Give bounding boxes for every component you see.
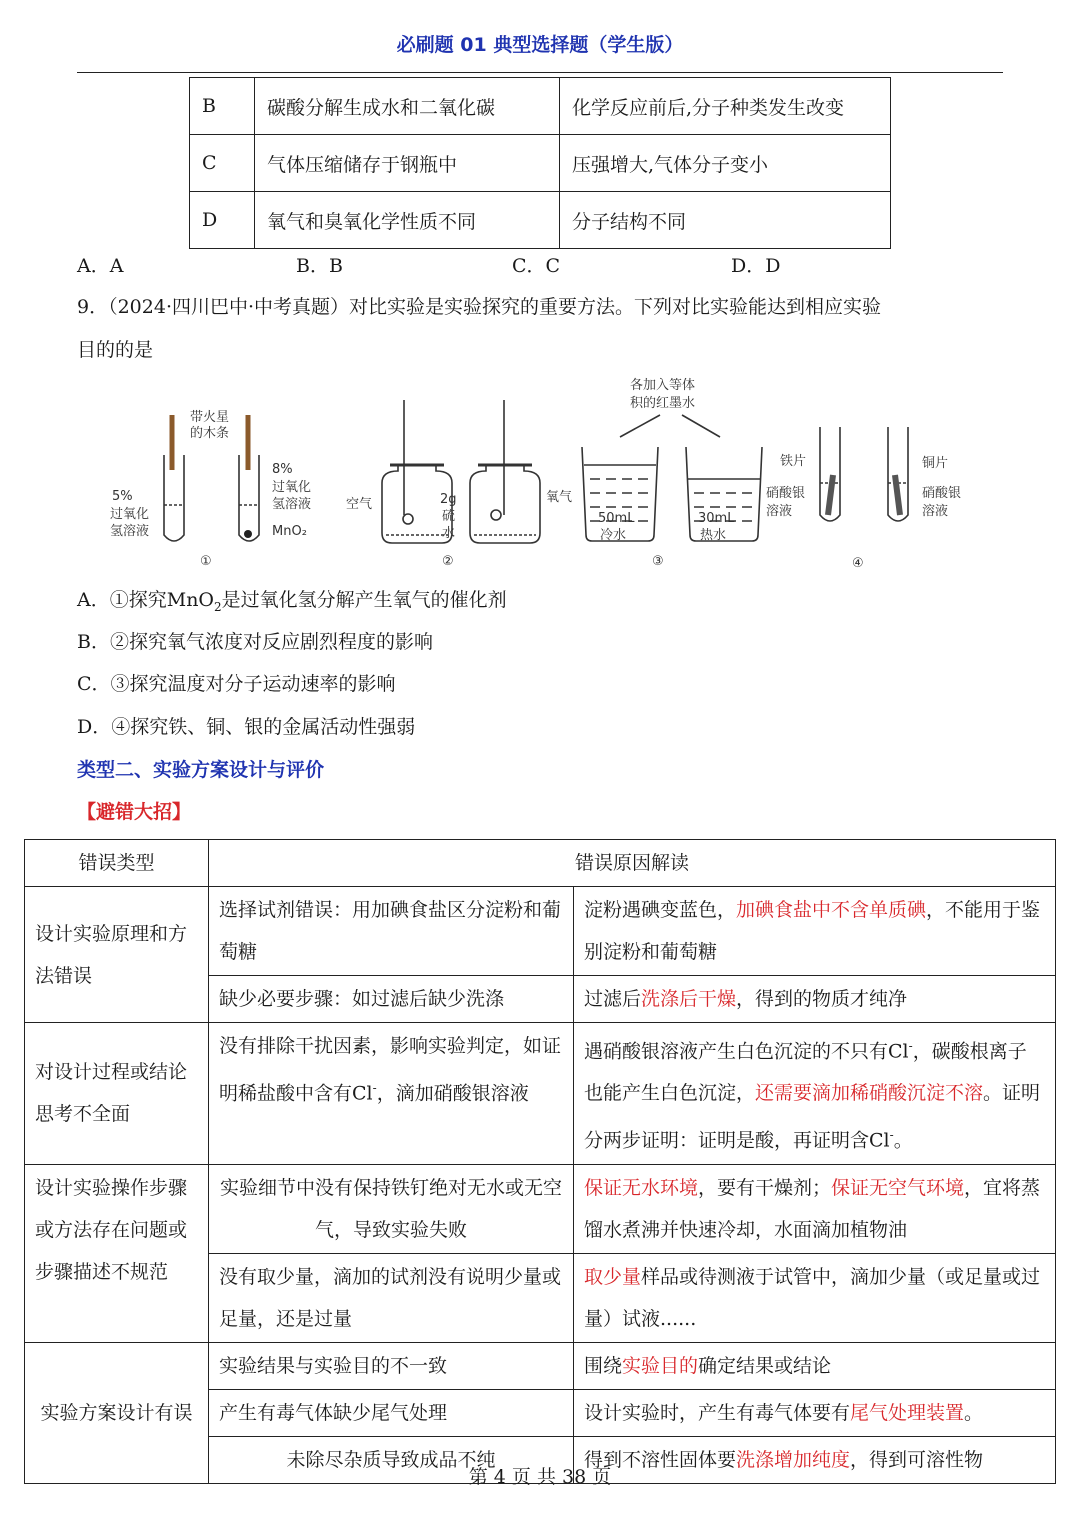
cell-r3b-charge-2: - xyxy=(889,1128,894,1143)
label-splint: 带火星 xyxy=(190,410,230,425)
q9-option-a xyxy=(77,585,507,622)
label-h2o2-c: 过氧化 xyxy=(272,480,312,495)
row-letter: D xyxy=(190,192,255,249)
cell-r3b-chloride-2: Cl xyxy=(869,1129,890,1152)
cell-r3b xyxy=(574,1023,1056,1165)
cell-r4b xyxy=(574,1164,1056,1253)
label-30ml: 30mL xyxy=(698,511,735,526)
q9-option-b: B．②探究氧气浓度对反应剧烈程度的影响 xyxy=(77,631,433,653)
q9-option-a-chem: MnO xyxy=(166,589,215,611)
table-row xyxy=(25,1164,1056,1253)
cell-r4b-part2: ，宜将蒸馏水煮沸并快速冷却，水面滴加植物油 xyxy=(584,1176,1041,1241)
cell-r3a xyxy=(209,1023,574,1165)
group-3: 设计实验操作步骤或方法存在问题或步骤描述不规范 xyxy=(25,1164,209,1342)
cell-r6b-highlight: 实验目的 xyxy=(622,1354,699,1377)
experiment-figure xyxy=(100,375,980,580)
label-hot-water: 热水 xyxy=(700,528,727,543)
label-copper: 铜片 xyxy=(922,456,949,471)
question-9-stem-line2: 目的的是 xyxy=(77,339,154,361)
tip-title: 【避错大招】 xyxy=(77,801,192,823)
cell-r5b xyxy=(574,1253,1056,1342)
label-h2o2-a: 过氧化 xyxy=(110,507,150,522)
label-h2o2-d: 氢溶液 xyxy=(272,497,312,512)
q9-option-a-prefix: A．①探究 xyxy=(77,589,167,611)
cell-r5a: 没有取少量，滴加的试剂没有说明少量或足量，还是过量 xyxy=(209,1253,574,1342)
cell-r3a-charge: - xyxy=(372,1081,377,1095)
cell-r8b-part2: ，得到可溶性物 xyxy=(850,1448,984,1471)
cell-r1b-part1: 淀粉遇碘变蓝色， xyxy=(584,899,737,921)
cell-r6b xyxy=(574,1342,1056,1389)
cell-r5b-part1: 样品或待测液于试管中，滴加少量（或足量或过量）试液...... xyxy=(584,1265,1041,1330)
q9-option-d: D．④探究铁、铜、银的金属活动性强弱 xyxy=(77,716,416,738)
mno2-powder xyxy=(244,530,252,538)
label-air: 空气 xyxy=(346,497,373,512)
cell-r8b-part1: 得到不溶性固体要 xyxy=(584,1448,737,1471)
label-oxygen: 氧气 xyxy=(546,490,573,505)
cell-r2b-part1: 过滤后 xyxy=(584,988,642,1010)
cell-r8b-highlight: 洗涤增加纯度 xyxy=(736,1448,851,1471)
label-agno3-1b: 溶液 xyxy=(766,504,793,519)
q9-option-c: C．③探究温度对分子运动速率的影响 xyxy=(77,673,396,695)
row-explanation: 化学反应前后,分子种类发生改变 xyxy=(560,78,891,135)
page-header-title: 必刷题 01 典型选择题（学生版） xyxy=(396,34,684,56)
question-9-stem-line1: 9．（2024·四川巴中·中考真题）对比实验是实验探究的重要方法。下列对比实验能达到相应实验 xyxy=(77,296,882,318)
cell-r2b xyxy=(574,976,1056,1023)
cell-r2b-highlight: 洗涤后干燥 xyxy=(641,988,737,1010)
row-letter: B xyxy=(190,78,255,135)
header-error-reason: 错误原因解读 xyxy=(209,840,1056,887)
cell-r3a-part2: ，滴加硝酸银溶液 xyxy=(376,1082,529,1105)
cell-r4b-part1: ，要有干燥剂； xyxy=(698,1176,832,1199)
beaker-cold xyxy=(582,447,658,541)
group-4: 实验方案设计有误 xyxy=(25,1342,209,1483)
error-table xyxy=(24,839,1056,1484)
option-c: C．C xyxy=(512,255,561,277)
label-exp-1: ① xyxy=(200,554,212,569)
table-row xyxy=(190,135,891,192)
cell-r4a: 实验细节中没有保持铁钉绝对无水或无空气，导致实验失败 xyxy=(209,1164,574,1253)
cell-r1b-highlight: 加碘食盐中不含单质碘 xyxy=(736,899,927,921)
row-fact: 碳酸分解生成水和二氧化碳 xyxy=(255,78,560,135)
cell-r1a: 选择试剂错误：用加碘食盐区分淀粉和葡萄糖 xyxy=(209,887,574,976)
header-divider xyxy=(77,72,1003,73)
iron-strip xyxy=(828,475,833,515)
label-cold-water: 冷水 xyxy=(600,528,627,543)
option-a: A．A xyxy=(77,255,124,277)
cell-r2b-part2: ，得到的物质才纯净 xyxy=(736,988,908,1010)
table-header-row xyxy=(25,840,1056,887)
cell-r7b-highlight: 尾气处理装置 xyxy=(850,1401,965,1424)
label-mno2: MnO₂ xyxy=(272,524,307,539)
arrow-left xyxy=(620,415,660,437)
row-fact: 气体压缩储存于钢瓶中 xyxy=(255,135,560,192)
label-exp-4: ④ xyxy=(852,556,864,571)
label-sulfur: 硫 xyxy=(442,509,456,524)
label-50ml: 50mL xyxy=(598,511,635,526)
cell-r3b-chloride: Cl xyxy=(888,1040,909,1063)
cell-r1b xyxy=(574,887,1056,976)
cell-r3b-part1: 遇硝酸银溶液产生白色沉淀的不只有 xyxy=(584,1040,889,1063)
cell-r6a: 实验结果与实验目的不一致 xyxy=(209,1342,574,1389)
table-row xyxy=(25,887,1056,976)
table-row xyxy=(190,192,891,249)
cell-r8a: 未除尽杂质导致成品不纯 xyxy=(209,1436,574,1483)
cell-r3b-highlight: 还需要滴加稀硝酸沉淀不溶 xyxy=(755,1082,984,1105)
q9-option-a-subscript: 2 xyxy=(214,599,222,614)
cell-r7b xyxy=(574,1389,1056,1436)
label-iron: 铁片 xyxy=(780,454,807,469)
label-2g: 2g xyxy=(440,492,457,507)
cell-r2a: 缺少必要步骤：如过滤后缺少洗涤 xyxy=(209,976,574,1023)
label-agno3-1: 硝酸银 xyxy=(766,486,806,501)
cell-r3b-part3: 。证明分两步证明：证明是酸，再证明含 xyxy=(584,1082,1041,1152)
cell-r4b-highlight-1: 保证无水环境 xyxy=(584,1176,699,1199)
label-exp-3: ③ xyxy=(652,554,664,569)
cell-r6b-part1: 围绕 xyxy=(584,1354,623,1377)
label-agno3-2b: 溶液 xyxy=(922,504,949,519)
label-ink-1: 各加入等体 xyxy=(630,378,696,393)
group-2: 对设计过程或结论思考不全面 xyxy=(25,1023,209,1165)
cell-r1b-part2: ，不能用于鉴别淀粉和葡萄糖 xyxy=(584,899,1041,963)
options-table xyxy=(189,77,891,249)
group-1: 设计实验原理和方法错误 xyxy=(25,887,209,1023)
section-title: 类型二、实验方案设计与评价 xyxy=(77,759,325,781)
cell-r3b-part2: ，碳酸根离子也能产生白色沉淀， xyxy=(584,1040,1027,1105)
beaker-hot xyxy=(686,447,762,541)
cell-r5b-highlight: 取少量 xyxy=(584,1265,642,1288)
cell-r4b-highlight-2: 保证无空气环境 xyxy=(831,1176,965,1199)
label-exp-2: ② xyxy=(442,554,454,569)
row-explanation: 压强增大,气体分子变小 xyxy=(560,135,891,192)
gas-bottle-oxygen xyxy=(470,465,540,543)
label-h2o2-b: 氢溶液 xyxy=(110,524,150,539)
cell-r3a-chloride: Cl xyxy=(352,1082,373,1105)
label-ink-2: 积的红墨水 xyxy=(630,396,696,411)
cell-r7b-part1: 设计实验时，产生有毒气体要有 xyxy=(584,1401,851,1424)
arrow-right xyxy=(682,415,720,437)
row-letter: C xyxy=(190,135,255,192)
cell-r7b-part2: 。 xyxy=(964,1401,984,1424)
table-row xyxy=(25,1023,1056,1165)
row-fact: 氧气和臭氧化学性质不同 xyxy=(255,192,560,249)
label-agno3-2: 硝酸银 xyxy=(922,486,962,501)
copper-strip xyxy=(895,475,900,515)
cell-r3b-charge: - xyxy=(908,1039,913,1053)
option-b: B．B xyxy=(296,255,343,277)
table-row xyxy=(190,78,891,135)
page-footer: 第 4 页 共 38 页 xyxy=(468,1466,612,1488)
label-water: 水 xyxy=(442,526,456,541)
header-error-type: 错误类型 xyxy=(25,840,209,887)
cell-r3b-part4: 。 xyxy=(893,1129,913,1152)
option-d: D．D xyxy=(731,255,781,277)
cell-r7a: 产生有毒气体缺少尾气处理 xyxy=(209,1389,574,1436)
table-row xyxy=(25,1342,1056,1389)
label-splint-2: 的木条 xyxy=(190,426,230,441)
cell-r3a-part1: 没有排除干扰因素，影响实验判定，如证明稀盐酸中含有 xyxy=(219,1035,562,1105)
q9-option-a-text: 是过氧化氢分解产生氧气的催化剂 xyxy=(221,589,507,611)
row-explanation: 分子结构不同 xyxy=(560,192,891,249)
label-8pct: 8% xyxy=(272,462,293,477)
label-5pct: 5% xyxy=(112,489,133,504)
cell-r6b-part2: 确定结果或结论 xyxy=(698,1354,832,1377)
